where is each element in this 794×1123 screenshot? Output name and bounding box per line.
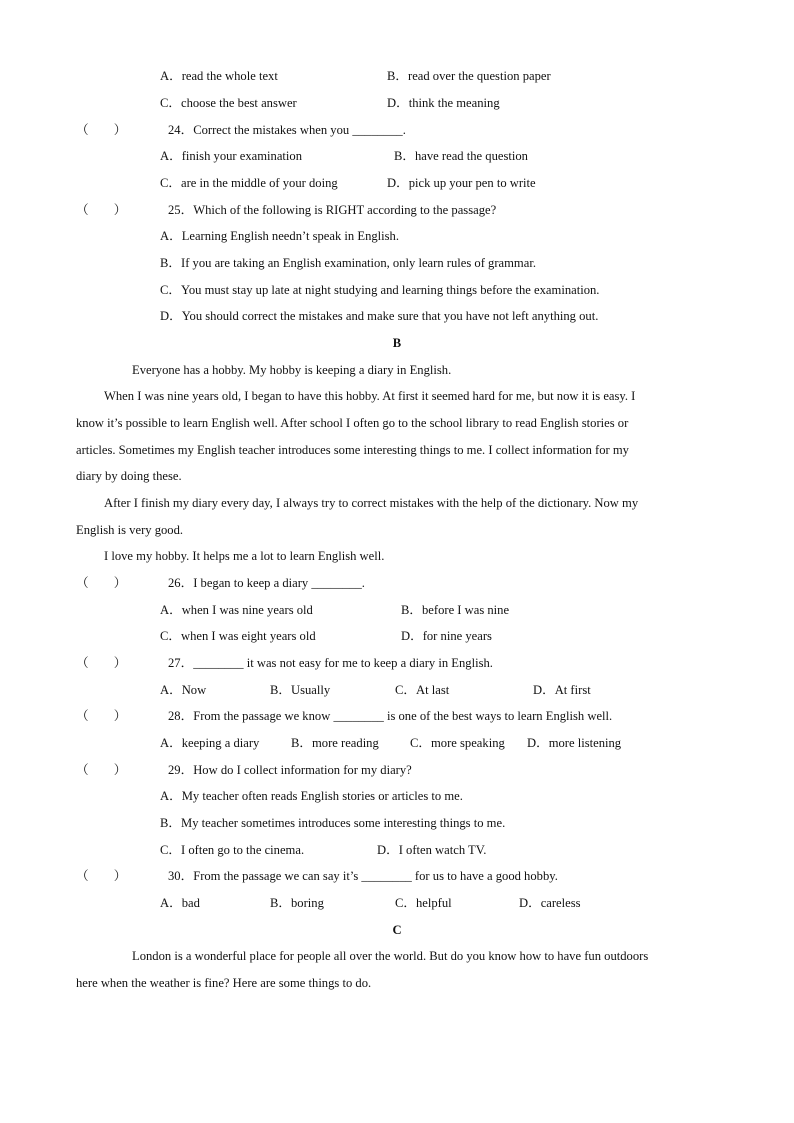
passage-b-paragraph-3-line-2: English is very good. — [76, 523, 184, 537]
question-29 — [76, 762, 412, 778]
q30-option-c: C．helpful — [395, 896, 452, 910]
passage-b-paragraph-1: Everyone has a hobby. My hobby is keeping a diary in English. — [132, 363, 452, 377]
q25-option-a: A．Learning English needn’t speak in English. — [160, 229, 400, 243]
q28-option-b: B．more reading — [291, 736, 379, 750]
q29-option-d: D．I often watch TV. — [377, 843, 487, 857]
question-24 — [76, 122, 406, 138]
q30-option-a: A．bad — [160, 896, 200, 910]
q29-option-b: B．My teacher sometimes introduces some interesting things to me. — [160, 816, 506, 830]
question-stem: 30．From the passage we can say it’s ________ for us to have a good hobby. — [168, 869, 558, 883]
question-stem: 27．________ it was not easy for me to keep a diary in English. — [168, 656, 493, 670]
passage-b-paragraph-2-line-3: articles. Sometimes my English teacher introduces some interesting things to me. I collect information for my — [76, 443, 629, 457]
q26-option-b: B．before I was nine — [401, 603, 510, 617]
answer-blank: （ ） — [76, 869, 127, 883]
question-28 — [76, 708, 612, 724]
q28-option-d: D．more listening — [527, 736, 622, 750]
passage-b-paragraph-4: I love my hobby. It helps me a lot to learn English well. — [104, 549, 385, 563]
question-27 — [76, 655, 493, 671]
q24-option-b: B．have read the question — [394, 149, 528, 163]
q26-option-a: A．when I was nine years old — [160, 603, 313, 617]
answer-blank: （ ） — [76, 709, 127, 723]
answer-blank: （ ） — [76, 576, 127, 590]
answer-blank: （ ） — [76, 123, 127, 137]
q25-option-d: D．You should correct the mistakes and make sure that you have not left anything out. — [160, 309, 599, 323]
passage-b-paragraph-3-line-1: After I finish my diary every day, I always try to correct mistakes with the help of the dictionary. Now my — [104, 496, 639, 510]
q23-option-a: A．read the whole text — [160, 69, 278, 83]
q27-option-c: C．At last — [395, 683, 450, 697]
section-heading-b: B — [392, 336, 402, 350]
passage-b-paragraph-2-line-2: know it’s possible to learn English well. After school I often go to the school library to read English stories or — [76, 416, 629, 430]
question-stem: 26．I began to keep a diary ________. — [168, 576, 365, 590]
q28-option-c: C．more speaking — [410, 736, 505, 750]
q27-option-a: A．Now — [160, 683, 207, 697]
q29-option-a: A．My teacher often reads English stories or articles to me. — [160, 789, 463, 803]
question-stem: 24．Correct the mistakes when you ________. — [168, 123, 406, 137]
section-heading-c: C — [392, 923, 402, 937]
q29-option-c: C．I often go to the cinema. — [160, 843, 305, 857]
q26-option-d: D．for nine years — [401, 629, 492, 643]
question-26 — [76, 575, 365, 591]
answer-blank: （ ） — [76, 203, 127, 217]
q28-option-a: A．keeping a diary — [160, 736, 260, 750]
question-stem: 25．Which of the following is RIGHT according to the passage? — [168, 203, 497, 217]
q26-option-c: C．when I was eight years old — [160, 629, 316, 643]
q23-option-d: D．think the meaning — [387, 96, 500, 110]
q24-option-a: A．finish your examination — [160, 149, 303, 163]
passage-c-paragraph-1-line-1: London is a wonderful place for people all over the world. But do you know how to have fun outdoors — [132, 949, 649, 963]
passage-b-paragraph-2-line-1: When I was nine years old, I began to have this hobby. At first it seemed hard for me, but now it is easy. I — [104, 389, 636, 403]
passage-c-paragraph-1-line-2: here when the weather is fine? Here are some things to do. — [76, 976, 372, 990]
question-stem: 29．How do I collect information for my diary? — [168, 763, 412, 777]
question-25 — [76, 202, 496, 218]
q23-option-b: B．read over the question paper — [387, 69, 551, 83]
q24-option-c: C．are in the middle of your doing — [160, 176, 338, 190]
question-stem: 28．From the passage we know ________ is one of the best ways to learn English well. — [168, 709, 613, 723]
question-30 — [76, 868, 558, 884]
q24-option-d: D．pick up your pen to write — [387, 176, 536, 190]
q27-option-d: D．At first — [533, 683, 591, 697]
answer-blank: （ ） — [76, 763, 127, 777]
answer-blank: （ ） — [76, 656, 127, 670]
q30-option-b: B．boring — [270, 896, 324, 910]
q30-option-d: D．careless — [519, 896, 581, 910]
q25-option-c: C．You must stay up late at night studying and learning things before the examination. — [160, 283, 600, 297]
q23-option-c: C．choose the best answer — [160, 96, 297, 110]
q25-option-b: B．If you are taking an English examination, only learn rules of grammar. — [160, 256, 536, 270]
q27-option-b: B．Usually — [270, 683, 331, 697]
passage-b-paragraph-2-line-4: diary by doing these. — [76, 469, 182, 483]
